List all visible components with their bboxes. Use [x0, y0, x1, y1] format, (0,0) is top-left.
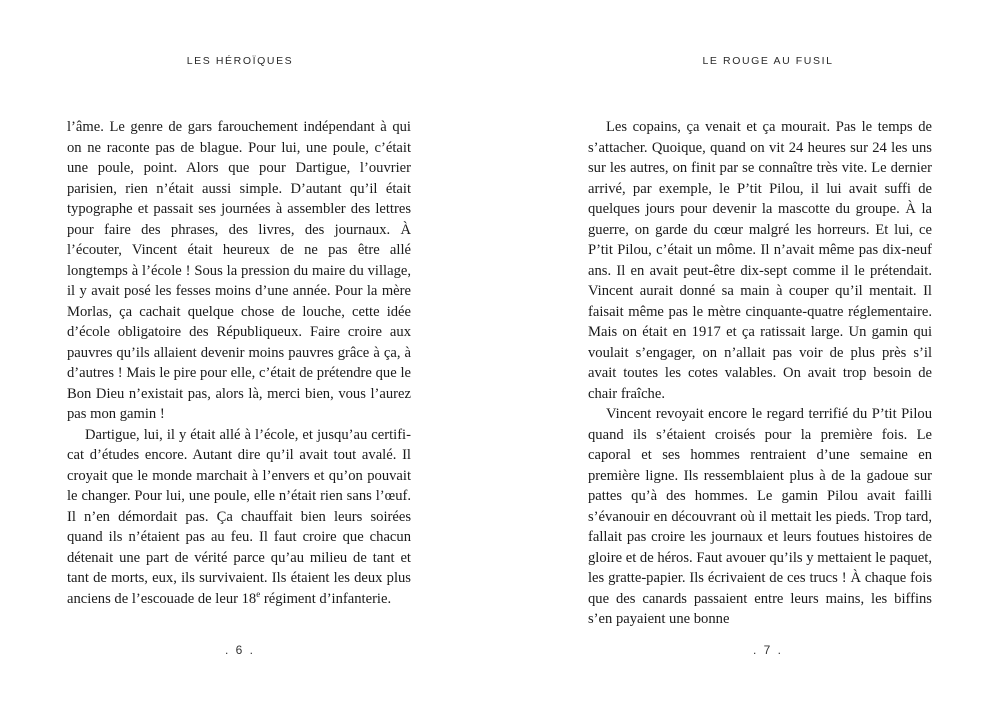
- regiment-ordinal-suffix: e: [256, 588, 261, 599]
- left-text-block: [67, 117, 411, 609]
- right-paragraph-1: Les copains, ça venait et ça mourait. Pas le temps de s’attacher. Quoique, quand on vit 24 heures sur 24 les uns sur les autres, on finit par se connaître très vite. Le dernier arrivé, par exemple, le P’tit Pilou, il lui avait suffi de quelques jours pour devenir la mascotte du groupe. À la guerre, on garde du cœur malgré les horreurs. Et lui, ce P’tit Pilou, c’était un môme. Il n’avait même pas dix-neuf ans. Il en avait peut-être dix-sept comme il le prétendait. Vincent aurait donné sa main à couper qu’il mentait. Il faisait même pas le mètre cinquante-quatre réglementaire. Mais on était en 1917 et ça ratissait large. Un gamin qui voulait s’engager, on n’allait pas voir de plus près s’il avait toutes les cotes valables. On avait trop besoin de chair fraîche.: [588, 119, 932, 402]
- right-page-number: . 7 .: [752, 643, 783, 657]
- left-paragraph-2-tail: régiment d’infanterie.: [260, 590, 392, 607]
- right-page: [500, 0, 1000, 709]
- right-paragraph-2: Vincent revoyait encore le regard terrifié du P’tit Pilou quand ils s’étaient croisés pour la première fois. Le caporal et ses hommes rentraient d’une semaine en première ligne. Ils ressemblaient plus à de la gadoue sur pattes qu’à des hommes. Le gamin Pilou avait failli s’évanouir en découvrant où il mettait les pieds. Trop tard, fallait pas croire les journaux et leurs foutues histoires de gloire et de héros. Faut avouer qu’ils y mettaient le paquet, les gratte-papier. Ils écrivaient de ces trucs ! À chaque fois que des canards passaient entre leurs mains, les biffins s’en payaient une bonne: [588, 406, 932, 627]
- left-paragraph-1: l’âme. Le genre de gars farouchement indépendant à qui on ne raconte pas de blague. Pour lui, une poule, c’était une poule, point. Alors que pour Dartigue, l’ouvrier parisien, rien n’était aussi simple. D’autant qu’il était typographe et passait ses journées à assembler des lettres pour faire des phrases, des livres, des journaux. À l’écouter, Vincent était heureux de ne pas être allé longtemps à l’école ! Sous la pression du maire du village, il y avait posé les fesses moins d’une année. Pour la mère Morlas, ça cachait quelque chose de louche, cette idée d’école obligatoire des Républiqueux. Faire croire aux pauvres qu’ils allaient devenir moins pauvres grâce à ça, à d’autres ! Mais le pire pour elle, c’était de prétendre que le Bon Dieu n’existait pas, alors là, merci bien, vous l’aurez pas mon gamin !: [67, 119, 411, 422]
- right-running-head: LE ROUGE AU FUSIL: [702, 55, 834, 67]
- left-paragraph-2-text: Dartigue, lui, il y était allé à l’école, et jusqu’au certificat d’études encore. Autant dire qu’il avait tout avalé. Il croyait que le monde marchait à l’envers et qu’on pouvait le changer. Pour lui, une poule, elle n’était rien sans l’œuf. Il n’en démordait pas. Ça chauffait bien leurs soirées quand ils n’étaient pas au feu. Il faut croire que chacun détenait une part de vérité parce qu’au milieu de tant et tant de morts, eux, ils survivaient. Ils étaient les deux plus anciens de l’escouade de leur 18: [67, 426, 411, 607]
- left-paragraph-2: [67, 425, 411, 610]
- left-page-number: . 6 .: [224, 643, 255, 657]
- right-text-block: [588, 117, 932, 630]
- left-running-head: LES HÉROÏQUES: [186, 55, 294, 67]
